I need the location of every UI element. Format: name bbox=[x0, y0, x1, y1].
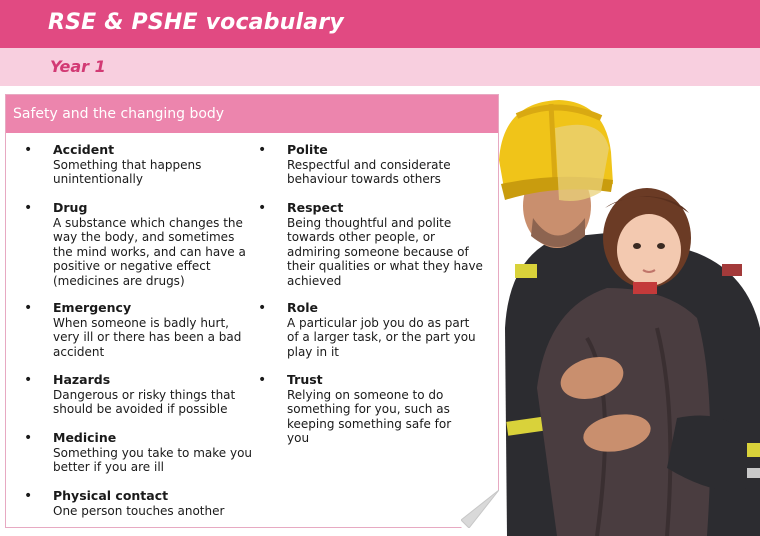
card-title: Safety and the changing body bbox=[13, 106, 225, 122]
term-polite bbox=[258, 142, 451, 187]
bullet-icon: • bbox=[24, 430, 33, 446]
bullet-icon: • bbox=[24, 300, 33, 316]
term-hazards bbox=[24, 372, 236, 417]
page-curl-icon bbox=[461, 490, 499, 528]
term-definition: A particular job you do as part of a larger task, or the part you play in it bbox=[287, 315, 476, 359]
term-emergency bbox=[24, 300, 242, 359]
term-name: Respect bbox=[287, 200, 344, 215]
card-header bbox=[6, 95, 498, 133]
year-label: Year 1 bbox=[50, 57, 106, 76]
bullet-icon: • bbox=[24, 200, 33, 216]
page-title: RSE & PSHE vocabulary bbox=[48, 10, 344, 35]
term-name: Hazards bbox=[53, 372, 111, 387]
vocabulary-card bbox=[5, 94, 499, 528]
term-definition: Something you take to make you better if you are ill bbox=[53, 445, 253, 474]
bullet-icon: • bbox=[258, 372, 267, 388]
bullet-icon: • bbox=[258, 142, 267, 158]
term-definition: One person touches another bbox=[53, 503, 225, 518]
bullet-icon: • bbox=[24, 488, 33, 504]
term-definition: Being thoughtful and polite towards other people, or admiring someone because of their qualities or what they have achieved bbox=[287, 215, 483, 288]
term-name: Physical contact bbox=[53, 488, 169, 503]
header-bar bbox=[0, 0, 760, 48]
term-drug bbox=[24, 200, 246, 288]
term-name: Polite bbox=[287, 142, 328, 157]
subheader-bar bbox=[0, 48, 760, 86]
term-definition: When someone is badly hurt, very ill or there has been a bad accident bbox=[53, 315, 242, 359]
term-accident bbox=[24, 142, 202, 187]
term-name: Accident bbox=[53, 142, 115, 157]
firefighter-child-illustration bbox=[497, 88, 760, 536]
term-definition: A substance which changes the way the body, and sometimes the mind works, and can have a positive or negative effect (medicines are drugs) bbox=[53, 215, 246, 288]
term-definition: Relying on someone to do something for you, such as keeping something safe for you bbox=[287, 387, 452, 445]
bullet-icon: • bbox=[258, 200, 267, 216]
term-definition: Respectful and considerate behaviour towards others bbox=[287, 157, 451, 186]
term-name: Role bbox=[287, 300, 318, 315]
term-name: Medicine bbox=[53, 430, 117, 445]
bullet-icon: • bbox=[24, 142, 33, 158]
term-name: Emergency bbox=[53, 300, 132, 315]
term-respect bbox=[258, 200, 483, 288]
term-role bbox=[258, 300, 476, 359]
bullet-icon: • bbox=[24, 372, 33, 388]
term-trust bbox=[258, 372, 452, 446]
term-definition: Dangerous or risky things that should be avoided if possible bbox=[53, 387, 236, 416]
term-definition: Something that happens unintentionally bbox=[53, 157, 202, 186]
term-physical-contact bbox=[24, 488, 225, 518]
term-name: Drug bbox=[53, 200, 88, 215]
term-name: Trust bbox=[287, 372, 323, 387]
bullet-icon: • bbox=[258, 300, 267, 316]
term-medicine bbox=[24, 430, 253, 475]
